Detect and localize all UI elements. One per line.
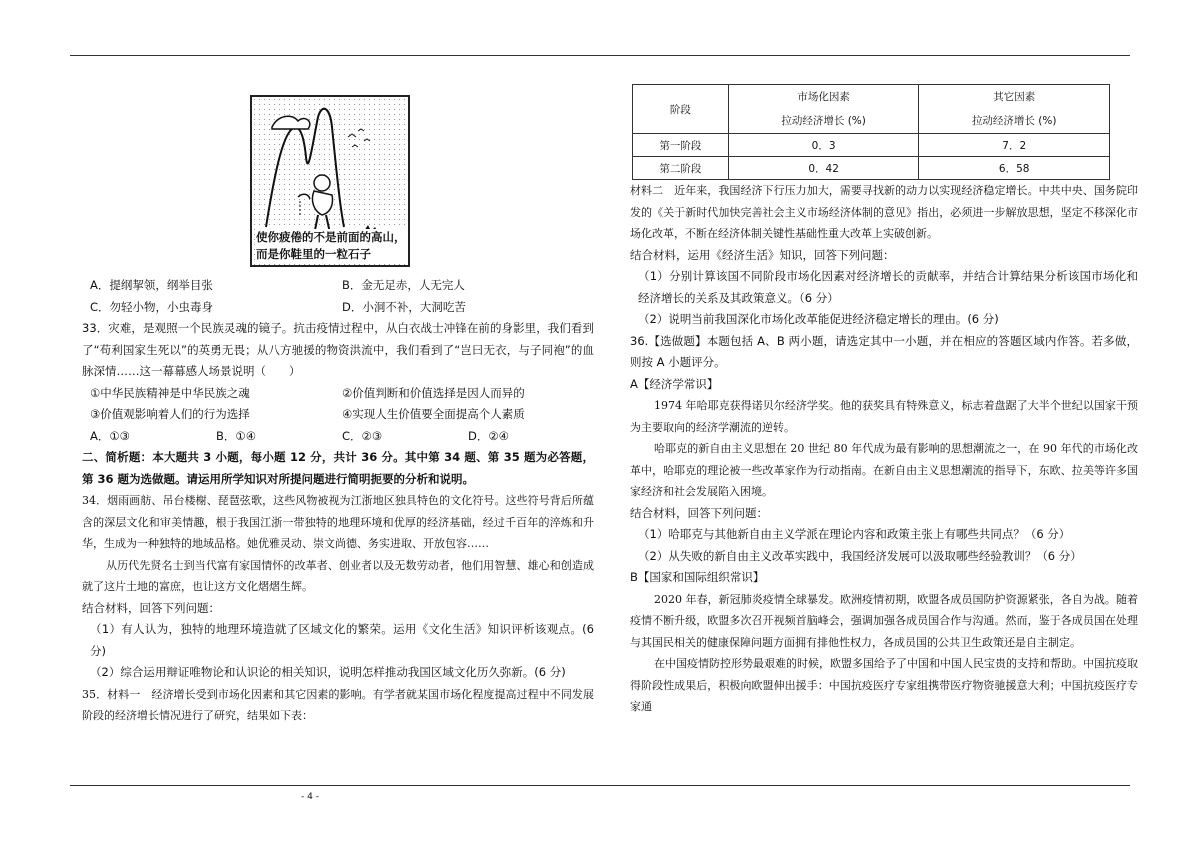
q36-a-prompt: 结合材料，回答下列问题： [630,505,768,520]
header-rule [70,55,1130,56]
q35-material2: 材料二 近年来，我国经济下行压力加大，需要寻找新的动力以实现经济稳定增长。中共中央、国务院印发的《关于新时代加快完善社会主义市场经济体制的意见》指出，必须进一步解放思想，坚定不移深化市场化改革，不断在经济体制关键性基础性重大改革上实破创新。 [630,184,1138,240]
cartoon-caption [256,229,406,263]
table-cell-stage: 第一阶段 [633,134,729,157]
q34-paragraph-2: 从历代先贤名士到当代富有家国情怀的改革者、创业者以及无数劳动者，他们用智慧、雄心和创造成就了这片土地的富庶，也让这方文化熠熠生辉。 [82,558,594,593]
q34-prompt: 结合材料，回答下列问题： [82,600,220,615]
q33-option-b: B．①④ [216,428,257,443]
q36-a-title: A【经济学常识】 [630,376,719,391]
q33-statements-row2 [82,404,594,426]
page-number: - 4 - [301,792,319,802]
table-row [633,157,1110,180]
q35-question-1: （1）分别计算该国不同阶段市场化因素对经济增长的贡献率，并结合计算结果分析该国市场化和经济增长的关系及其政策意义。（6 分） [638,269,1138,305]
table-header-market-line1: 市场化因素 [797,91,850,103]
q35-question-2: （2）说明当前我国深化市场化改革能促进经济稳定增长的理由。(6 分) [638,312,999,326]
section2-heading: 二、简析题：本大题共 3 小题，每小题 12 分，共计 36 分。其中第 34 题、第 35 题为必答题，第 36 题为选做题。请运用所学知识对所提问题进行简明扼要的分析和说明。 [82,450,594,486]
cartoon-image [250,95,410,267]
table-cell-other: 7．2 [919,134,1110,157]
table-header-row [633,85,1110,134]
q32-option-b: B．金无足赤，人无完人 [342,278,465,292]
table-header-market [728,85,919,134]
q36-a-paragraph-1: 1974 年哈耶克获得诺贝尔经济学奖。他的获奖具有特殊意义，标志着盘踞了大半个世纪以国家干预为主要取向的经济学潮流的逆转。 [630,399,1138,434]
q35-prompt: 结合材料，运用《经济生活》知识，回答下列问题： [630,247,895,262]
q33-statement-4: ④实现人生价值要全面提高个人素质 [342,407,525,421]
table-header-stage: 阶段 [633,85,729,134]
q33-statement-3: ③价值观影响着人们的行为选择 [90,407,250,421]
left-column [82,60,594,727]
q36-a-question-2: （2）从失败的新自由主义改革实践中，我国经济发展可以汲取哪些经验教训？（6 分） [638,548,1082,563]
q33-option-d: D．②④ [468,428,509,443]
q34-question-1: （1）有人认为，独特的地理环境造就了区域文化的繁荣。运用《文化生活》知识评析该观点。(6 分) [90,622,594,658]
q35-data-table [632,84,1110,180]
cartoon-caption-line2: 而是你鞋里的一粒石子 [256,247,371,261]
q36-intro: 36.【选做题】本题包括 A、B 两小题，请选定其中一小题，并在相应的答题区域内作答。若多做，则按 A 小题评分。 [630,333,1138,369]
q34-paragraph-1: 34．烟雨画舫、吊台楼榭、琵琶弦歌，这些风物被视为江浙地区独具特色的文化符号。这些符号背后所蕴含的深层文化和审美情趣，根于我国江浙一带独特的地理环境和优厚的经济基础，经过千百年的淬炼和升华，生成为一种独特的地域品格。她优雅灵动、崇文尚德、务实进取、开放包容…… [82,494,594,550]
q33-statement-2: ②价值判断和价值选择是因人而异的 [342,385,525,400]
table-cell-stage: 第二阶段 [633,157,729,180]
q32-options-row1 [82,275,594,297]
table-header-other-line2: 拉动经济增长 (%) [971,115,1057,127]
q36-a-paragraph-2: 哈耶克的新自由主义思想在 20 世纪 80 年代成为最有影响的思想潮流之一，在 90 年代的市场化改革中，哈耶克的理论被一些改革家作为行动指南。在新自由主义思想潮流的指导下，东欧、拉美等许多国家经济和社会发展陷入困境。 [630,442,1138,498]
q32-option-a: A．提纲挈领，纲举目张 [90,278,213,292]
q33-options [82,426,594,448]
q36-b-paragraph-2: 在中国疫情防控形势最艰难的时候，欧盟多国给予了中国和中国人民宝贵的支持和帮助。中国抗疫取得阶段性成果后，积极向欧盟伸出援手：中国抗疫医疗专家组携带医疗物资驰援意大利；中国抗疫医疗专家通 [630,657,1138,713]
table-cell-market: 0．3 [728,134,919,157]
q33-option-c: C．②③ [342,428,383,443]
table-cell-market: 0．42 [728,157,919,180]
right-column [630,60,1138,718]
q32-options-row2 [82,297,594,319]
footer-rule [70,785,1130,786]
q35-intro: 35．材料一 经济增长受到市场化因素和其它因素的影响。有学者就某国市场化程度提高过程中不同发展阶段的经济增长情况进行了研究，结果如下表： [82,687,594,722]
q36-a-question-1: （1）哈耶克与其他新自由主义学派在理论内容和政策主张上有哪些共同点？（6 分） [638,527,1071,541]
q34-question-2: （2）综合运用辩证唯物论和认识论的相关知识，说明怎样推动我国区域文化历久弥新。(6 分) [90,665,566,679]
table-cell-other: 6．58 [919,157,1110,180]
table-header-market-line2: 拉动经济增长 (%) [781,115,866,127]
q33-option-a: A．①③ [90,428,130,443]
q36-b-title: B【国家和国际组织常识】 [630,570,765,584]
table-header-other [919,85,1110,134]
q36-b-paragraph-1: 2020 年春，新冠肺炎疫情全球暴发。欧洲疫情初期，欧盟各成员国防护资源紧张，各自为战。随着疫情不断升级，欧盟多次召开视频首脑峰会，强调加强各成员国合作与沟通。然而，鉴于各成员国在处理与其国民相关的健康保障问题方面拥有排他性权力，各成员国的公共卫生政策还是自主制定。 [630,592,1138,649]
q33-stem: 33．灾难，是观照一个民族灵魂的镜子。抗击疫情过程中，从白衣战士冲锋在前的身影里，我们看到了“苟利国家生死以”的英勇无畏；从八方驰援的物资洪流中，我们看到了“岂曰无衣，与子同袍”的血脉深情……这一幕幕感人场景说明（ ） [82,321,594,378]
q33-statement-1: ①中华民族精神是中华民族之魂 [90,385,250,400]
table-row [633,134,1110,157]
q32-option-c: C．勿轻小物，小虫毒身 [90,299,214,314]
q33-statements-row1 [82,383,594,405]
cartoon-caption-line1: 使你疲倦的不是前面的高山， [256,230,406,244]
q32-option-d: D．小洞不补，大洞吃苦 [342,299,466,314]
table-header-other-line1: 其它因素 [993,91,1036,103]
